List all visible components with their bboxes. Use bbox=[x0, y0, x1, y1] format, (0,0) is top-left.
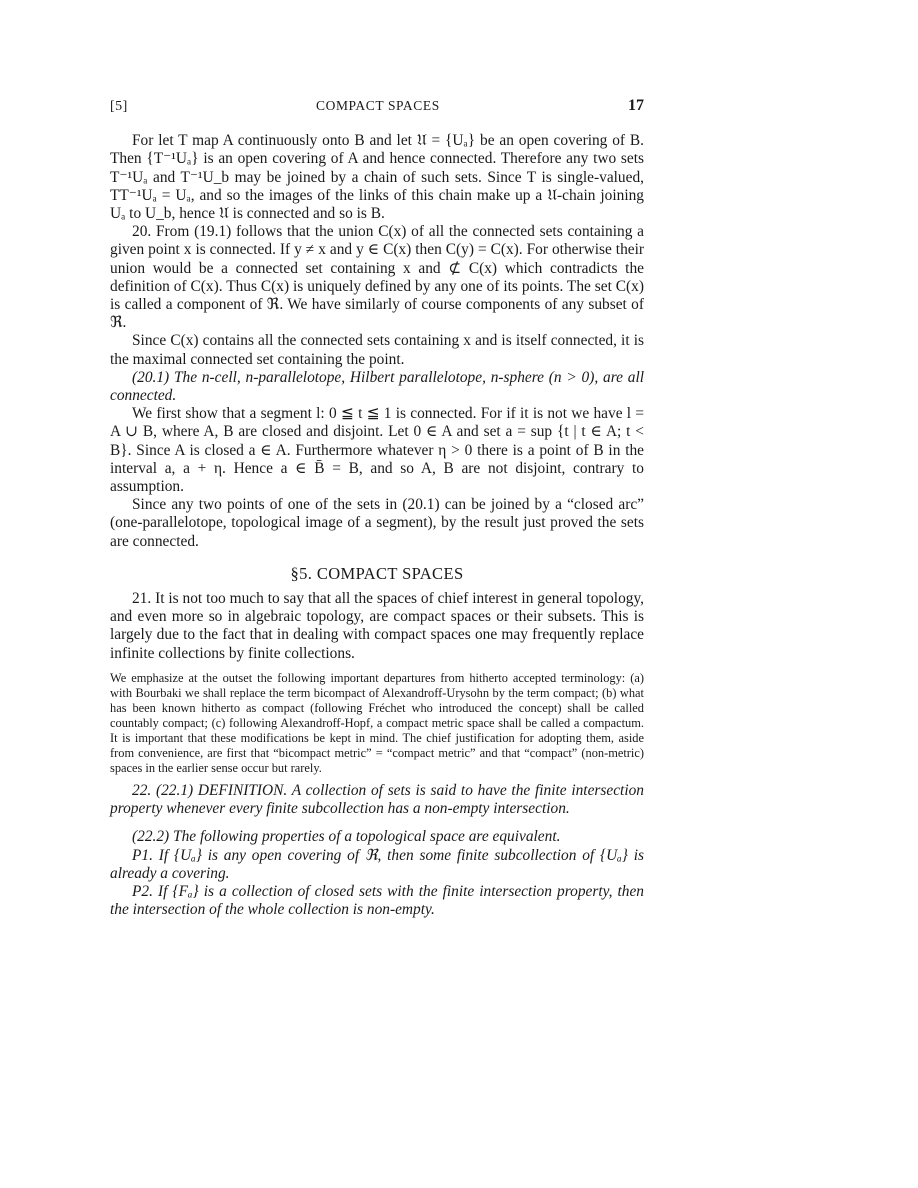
terminology-note bbox=[110, 671, 644, 776]
running-header bbox=[110, 97, 644, 116]
theorem-statement: (22.2) The following properties of a topological space are equivalent. bbox=[132, 828, 561, 846]
spacer bbox=[110, 818, 644, 828]
paragraph: For let T map A continuously onto B and let 𝔘 = {Uₐ} be an open covering of B. Then {T⁻¹Uₐ} is an open covering of A and hence connected. Therefore any two sets T⁻¹Uₐ and T⁻¹U_b may be joined by a chain of such sets. Since T is single-valued, TT⁻¹Uₐ = Uₐ, and so the images of the links of this chain make up a 𝔘-chain joining Uₐ to U_b, hence 𝔘 is connected and so is B. bbox=[110, 132, 644, 223]
paragraph: Since C(x) contains all the connected sets containing x and is itself connected, it is the maximal connected set containing the point. bbox=[110, 332, 644, 368]
definition: 22. (22.1) DEFINITION. A collection of sets is said to have the finite intersection property whenever every finite subcollection has a non-empty intersection. bbox=[110, 781, 644, 818]
paragraph: We first show that a segment l: 0 ≦ t ≦ 1 is connected. For if it is not we have l = A ∪ B, where A, B are closed and disjoint. Let 0 ∈ A and set a = sup {t | t ∈ A; t < B}. Since A is closed a ∈ A. Furthermore whatever η > 0 there is a point of B in the interval a, a + η. Hence a ∈ B̄ = B, and so A, B are not disjoint, contrary to assumption. bbox=[110, 405, 644, 496]
section-number: [5] bbox=[110, 99, 128, 114]
page-number: 17 bbox=[627, 97, 644, 114]
note-text: We emphasize at the outset the following important departures from hitherto accepted terminology: (a) with Bourbaki we shall replace the term bicompact of Alexandroff-Urysohn by the term compact; (b) what has been known hitherto as compact (following Fréchet who introduced the concept) shall be called countably compact; (c) following Alexandroff-Hopf, a compact metric space shall be called a compactum. It is important that these modifications be kept in mind. The chief justification for adopting them, aside from convenience, are first that “bicompact metric” = “compact metric” and that “compact” (non-metric) spaces in the earlier sense occur but rarely. bbox=[110, 670, 644, 775]
property-p1: P1. If {Uₐ} is any open covering of ℜ, then some finite subcollection of {Uₐ} is already a covering. bbox=[110, 846, 644, 882]
paragraph: Since any two points of one of the sets in (20.1) can be joined by a “closed arc” (one-parallelotope, topological image of a segment), by the result just proved the sets are connected. bbox=[110, 496, 644, 550]
paragraph: 20. From (19.1) follows that the union C(x) of all the connected sets containing a given point x is connected. If y ≠ x and y ∈ C(x) then C(y) = C(x). For otherwise their union would be a connected set containing x and ⊄ C(x) which contradicts the definition of C(x). Thus C(x) is uniquely defined by any one of its points. The set C(x) is called a component of ℜ. We have similarly of course components of any subset of ℜ. bbox=[110, 223, 644, 332]
running-title: COMPACT SPACES bbox=[315, 98, 440, 113]
theorem-statement: (20.1) The n-cell, n-parallelotope, Hilbert parallelotope, n-sphere (n > 0), are all connected. bbox=[110, 368, 644, 405]
section-heading: §5. COMPACT SPACES bbox=[290, 563, 464, 583]
book-page bbox=[110, 97, 644, 919]
property-p2: P2. If {Fₐ} is a collection of closed sets with the finite intersection property, then the intersection of the whole collection is non-empty. bbox=[110, 882, 644, 919]
paragraph: 21. It is not too much to say that all the spaces of chief interest in general topology, and even more so in algebraic topology, are compact spaces or their subsets. This is largely due to the fact that in dealing with compact spaces one may frequently replace infinite collections by finite collections. bbox=[110, 590, 644, 662]
